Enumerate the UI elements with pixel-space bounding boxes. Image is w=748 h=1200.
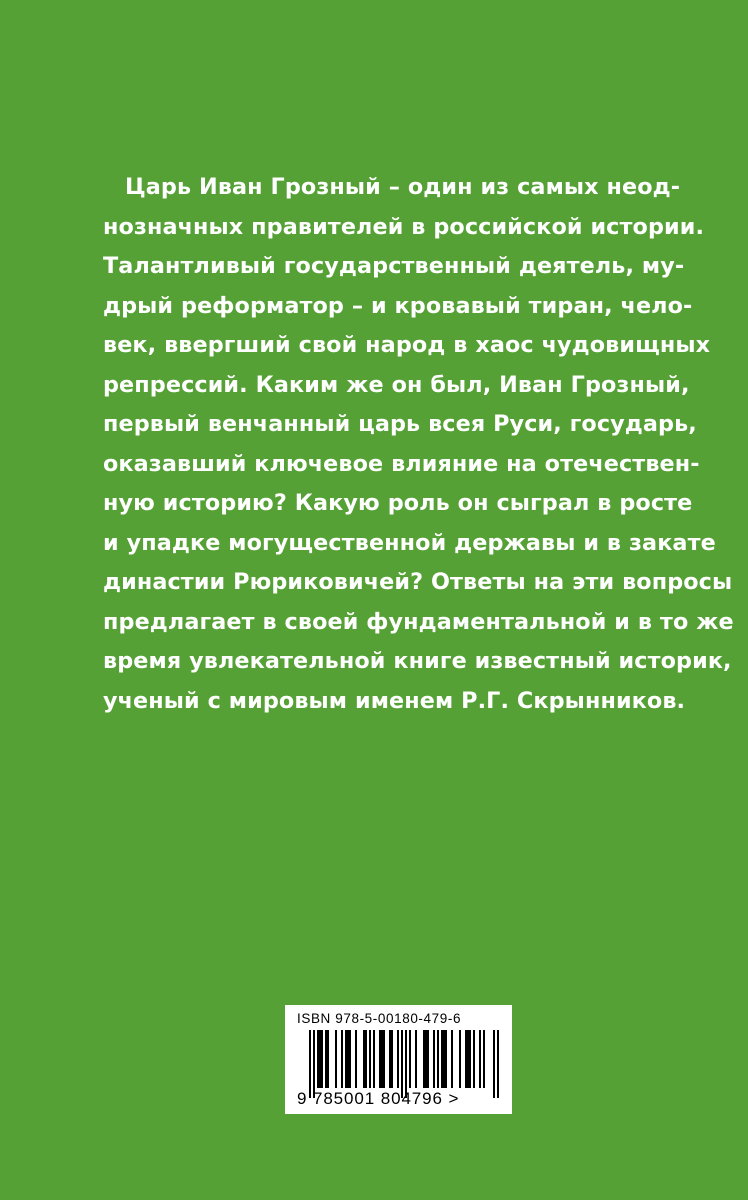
barcode-bar [317, 1030, 319, 1088]
annotation-line: первый венчанный царь всея Руси, государь, [103, 411, 697, 437]
barcode-bar [391, 1030, 393, 1088]
barcode-bar [415, 1030, 417, 1088]
barcode-bar [467, 1030, 469, 1088]
barcode-bar [479, 1030, 481, 1088]
barcode-bar [335, 1030, 337, 1088]
barcode-bar [427, 1030, 429, 1088]
barcode-bar [409, 1030, 411, 1088]
annotation-line: династии Рюриковичей? Ответы на эти вопросы [103, 569, 733, 595]
barcode-bar [445, 1030, 447, 1088]
annotation-line: предлагает в своей фундаментальной и в то же [103, 608, 734, 635]
annotation-line: нозначных правителей в российской истории. [103, 213, 705, 240]
barcode-bar [441, 1030, 443, 1088]
barcode-bar [493, 1030, 495, 1098]
barcode-bar [483, 1030, 485, 1088]
barcode-bar [465, 1030, 467, 1088]
barcode-bar [365, 1030, 367, 1088]
annotation-line: оказавший ключевое влияние на отечествен- [103, 450, 700, 477]
barcode-bar [321, 1030, 323, 1088]
annotation-line: Царь Иван Грозный – один из самых неод- [125, 174, 681, 200]
barcode-bar [497, 1030, 499, 1098]
annotation-line: век, ввергший свой народ в хаос чудовищных [103, 332, 711, 358]
barcode-bar [327, 1030, 329, 1088]
barcode-bar [423, 1030, 425, 1088]
barcode-bar [309, 1030, 311, 1098]
barcode-bar [425, 1030, 427, 1088]
barcode-bar [373, 1030, 375, 1088]
barcode-bar [473, 1030, 475, 1088]
barcode-bar [379, 1030, 381, 1088]
barcode-bar [363, 1030, 365, 1088]
barcode-bar [469, 1030, 471, 1088]
isbn-barcode-panel [285, 1005, 512, 1114]
barcode-bar [389, 1030, 391, 1088]
barcode-bar [459, 1030, 461, 1088]
annotation-line: ную историю? Какую роль он сыграл в росте [103, 490, 693, 516]
barcode-bar [397, 1030, 399, 1088]
barcode-bar [383, 1030, 385, 1088]
barcode-bar [451, 1030, 453, 1088]
annotation-line: дрый реформатор – и кровавый тиран, чело- [103, 292, 693, 319]
annotation-line: репрессий. Каким же он был, Иван Грозный, [103, 371, 690, 398]
barcode-bar [405, 1030, 407, 1098]
barcode-bar [349, 1030, 351, 1088]
ean-digits: 9 785001 804796 > [297, 1089, 460, 1108]
barcode-bar [325, 1030, 327, 1088]
barcode-bar [313, 1030, 315, 1098]
annotation-line: и упадке могущественной державы и в закате [103, 529, 716, 556]
annotation-line: Талантливый государственный деятель, му- [103, 253, 685, 279]
barcode-bar [437, 1030, 439, 1088]
barcode-bar [443, 1030, 445, 1088]
barcode-bar [341, 1030, 343, 1088]
barcode-bar [319, 1030, 321, 1088]
barcode-bar [355, 1030, 357, 1088]
barcode-bar [381, 1030, 383, 1088]
barcode-bar [433, 1030, 435, 1088]
back-cover-annotation [103, 168, 734, 721]
isbn-label: ISBN 978-5-00180-479-6 [297, 1011, 462, 1026]
annotation-line: ученый с мировым именем Р.Г. Скрынников. [103, 687, 686, 714]
barcode-bar [401, 1030, 403, 1098]
annotation-line: время увлекательной книге известный историк, [103, 648, 732, 674]
barcode-bar [347, 1030, 349, 1088]
barcode-bar [369, 1030, 371, 1088]
barcode-bar [345, 1030, 347, 1088]
